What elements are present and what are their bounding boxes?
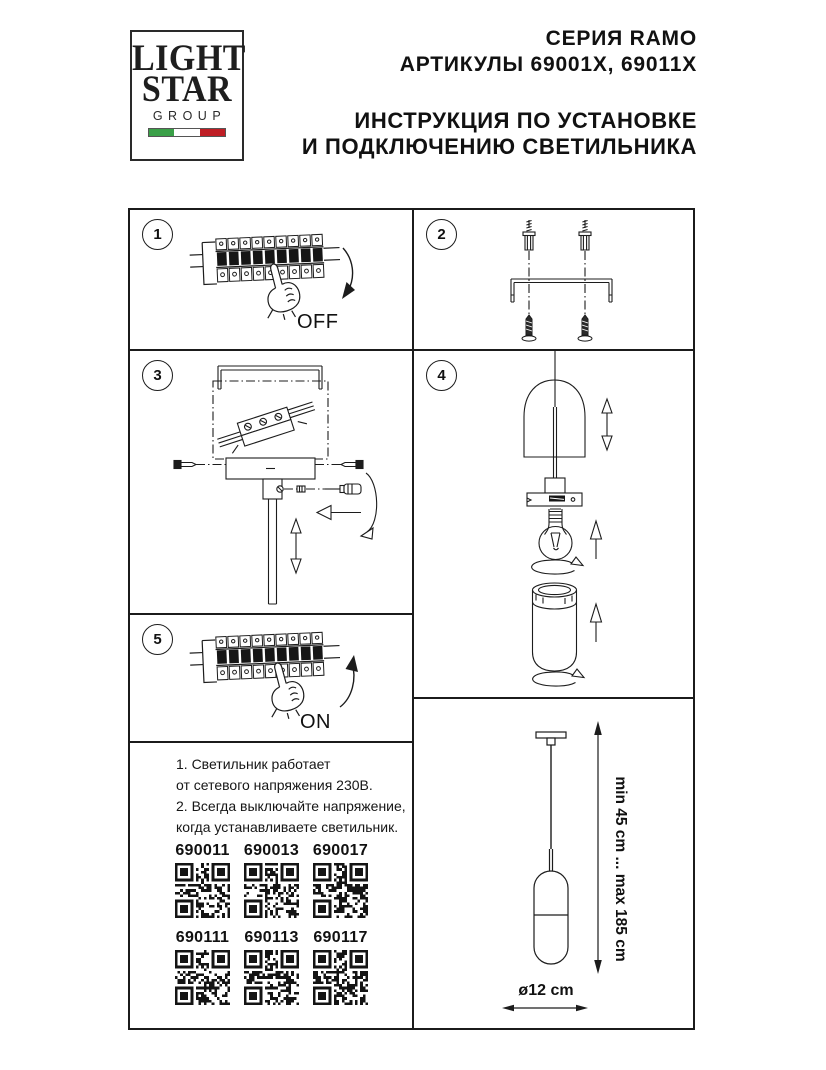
panel-notes-qr [130,743,414,1028]
series-title: СЕРИЯ RAMO [545,27,697,50]
article-number: 690013 [243,842,300,859]
qr-code [244,863,299,918]
panel-bracket-wiring [130,351,414,615]
note-line: когда устанавливаете светильник. [176,819,399,835]
up-down-arrow-icon [291,519,301,573]
diameter-dimension-line [502,1005,588,1011]
instruction-title-line1: ИНСТРУКЦИЯ ПО УСТАНОВКЕ [354,108,697,133]
step-badge-4: 4 [426,360,457,391]
step-badge-1: 1 [142,219,173,250]
slide-left-arrow-icon [317,506,361,520]
qr-code [175,863,230,918]
up-arrow-icon [591,604,602,642]
logo-light: LIGHT [132,38,246,79]
lamp-assembly-illustration [414,351,693,697]
height-dimension-line [594,721,602,974]
article-number: 690017 [312,842,369,859]
up-arrow-icon [591,521,602,559]
circuit-breaker-icon [189,234,341,286]
qr-code [313,863,368,918]
panel-power-off [130,210,414,351]
terminal-block-icon [215,399,320,456]
qr-item [175,929,230,1005]
article-number: 690011 [175,842,230,859]
italy-flag-icon [148,128,226,137]
curved-arrow-up-icon [340,655,358,707]
qr-item [244,929,299,1005]
bracket-wiring-illustration [130,351,412,614]
height-range-label: min 45 cm ... max 185 cm [612,776,629,962]
step-badge-2: 2 [426,219,457,250]
lightstar-logo [130,30,244,161]
logo-group: GROUP [152,109,227,123]
panel-lamp-assembly [414,351,693,699]
logo-star: STAR [141,69,233,110]
qr-code [175,950,230,1005]
screwdriver-icon [325,484,361,494]
title-gap [302,78,697,108]
side-screw-right-icon [315,461,363,469]
screw-icon [578,315,592,341]
up-down-arrow-icon [602,399,612,450]
flag-green-stripe [149,129,174,136]
cylinder-shade-icon [533,583,577,671]
articles-title: АРТИКУЛЫ 69001X, 69011X [399,53,697,76]
note-line: от сетевого напряжения 230В. [176,777,373,793]
instruction-title-line2: И ПОДКЛЮЧЕНИЮ СВЕТИЛЬНИКА [301,134,697,159]
qr-grid [168,842,375,1005]
on-label: ON [300,711,331,733]
qr-code [244,950,299,1005]
curved-arrow-down-icon [342,248,355,299]
article-number: 690117 [313,929,368,946]
mounting-bracket-icon [218,366,322,389]
qr-item [244,842,299,918]
socket-assembly-icon [527,478,582,506]
title-block [302,26,697,160]
side-screw-left-icon [174,461,226,469]
pendant-lamp-icon [534,732,568,964]
rotate-arrow-icon [532,557,583,574]
qr-item [313,842,368,918]
qr-code [313,950,368,1005]
mounting-bracket-icon [511,279,612,302]
wall-anchor-icon [579,220,591,250]
set-screw-icon [297,486,305,492]
flag-red-stripe [200,129,225,136]
article-number: 690111 [175,929,230,946]
article-number: 690113 [244,929,299,946]
safety-notes [176,754,408,838]
off-label: OFF [297,311,339,333]
hang-rod [269,499,277,604]
step-badge-5: 5 [142,624,173,655]
panel-mounting-hardware [414,210,693,351]
note-line: 2. Всегда выключайте напряжение, [176,798,406,814]
rotate-arrow-icon [361,473,377,539]
panel-dimensions [414,699,693,1028]
instruction-grid [128,208,695,1030]
pendant-dimensions-illustration [414,699,693,1028]
circuit-breaker-icon [189,632,341,684]
wall-anchor-icon [523,220,535,250]
qr-item [313,929,368,1005]
diameter-label: ø12 cm [518,982,574,999]
screw-icon [522,315,536,341]
flag-white-stripe [174,129,199,136]
bulb-icon [539,509,572,560]
panel-power-on [130,615,414,743]
step-badge-3: 3 [142,360,173,391]
note-line: 1. Светильник работает [176,756,331,772]
rotate-arrow-icon [533,669,584,686]
qr-item [175,842,230,918]
